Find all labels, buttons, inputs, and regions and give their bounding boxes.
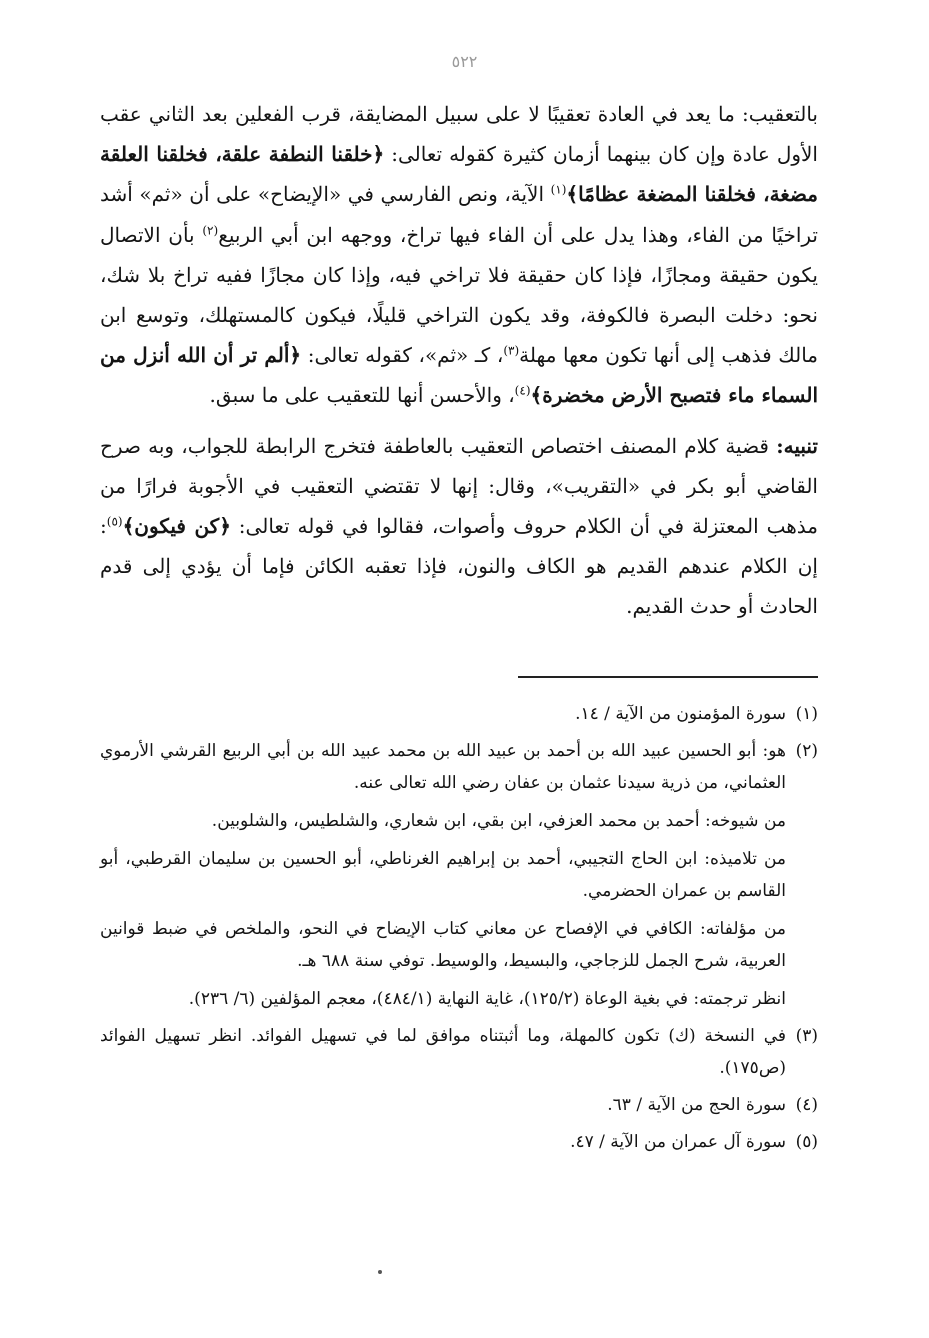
quran-verse: ﴿كن فيكون﴾: [122, 514, 231, 539]
quran-verse: ﴿ألم تر أن الله أنزل من السماء ماء فتصبح الأرض مخضرة﴾: [100, 343, 818, 408]
footnote-works: من مؤلفاته: الكافي في الإفصاح عن معاني كتاب الإيضاح في النحو، والملخص في ضبط قوانين العربية، شرح الجمل للزجاجي، والبسيط، والوسيط. توفي سنة ٦٨٨ هـ.: [100, 919, 786, 971]
footnote-5: [100, 1126, 818, 1158]
scan-dot: [378, 1270, 382, 1274]
footnote-teachers: من شيوخه: أحمد بن محمد العزفي، ابن بقي، ابن شعاري، والشلطيس، والشلوبين.: [211, 811, 786, 831]
footnote-text: في النسخة (ك) تكون كالمهلة، وما أثبتناه موافق لما في تسهيل الفوائد. انظر تسهيل الفوائد (ص١٧٥).: [100, 1026, 786, 1078]
footnote-students: من تلاميذه: ابن الحاج التجيبي، أحمد بن إبراهيم الغرناطي، أبو الحسين بن سليمان القرطبي، أبو القاسم بن عمران الحضرمي.: [100, 849, 786, 901]
footnote-number: (٢): [795, 741, 818, 761]
text-span: ، كـ «ثم»، كقوله تعالى:: [301, 343, 504, 368]
text-span: الآية، ونص الفارسي في «الإيضاح» على أن «ثم» أشد تراخيًا من الفاء، وهذا يدل على أن الفاء فيها تراخ، ووجهه ابن أبي الربيع: [100, 182, 819, 247]
text-span: بأن الاتصال يكون حقيقة ومجازًا، فإذا كان حقيقة فلا تراخي فيه، وإذا كان مجازًا ففيه تراخ بلا شك، نحو: دخلت البصرة فالكوفة، وقد يكون التراخي قليلًا، فيكون كالمستهلك، وتوسع ابن مالك فذهب إلى أنها تكون معها مهلة: [100, 222, 819, 368]
footnote-ref: (٢): [202, 222, 219, 237]
footnote-text: هو: أبو الحسين عبيد الله بن أحمد بن عبيد الله بن محمد عبيد الله بن أبي الربيع القرشي الأرموي العثماني، من ذرية سيدنا عثمان بن عفان رضي الله تعالى عنه.: [100, 741, 786, 793]
footnote-2: [100, 735, 818, 1015]
quran-verse: ﴿خلقنا النطفة علقة، فخلقنا العلقة مضغة، فخلقنا المضغة عظامًا﴾: [100, 142, 818, 207]
footnotes: [100, 698, 818, 1163]
footnote-ref: (٣): [503, 343, 520, 358]
footnote-text: سورة آل عمران من الآية / ٤٧.: [570, 1132, 786, 1152]
text-span: قضية كلام المصنف اختصاص التعقيب بالعاطفة فتخرج الرابطة للجواب، وبه صرح القاضي أبو بكر في «التقريب»، وقال: إنها لا تقتضي التعقيب في الأجوبة فرارًا من مذهب المعتزلة في أن الكلام حروف وأصوات، فقالوا في قوله تعالى:: [100, 433, 818, 539]
footnote-1: [100, 698, 818, 730]
paragraph-2: [100, 426, 818, 627]
footnote-ref: (١): [550, 182, 567, 197]
text-span: ، والأحسن أنها للتعقيب على ما سبق.: [209, 383, 515, 408]
page-number: ٥٢٢: [451, 52, 478, 71]
text-span: : إن الكلام عندهم القديم هو الكاف والنون، فإذا تعقبه الكائن فإما أن يؤدي إلى قدم الحادث أو حدث القديم.: [100, 514, 818, 619]
footnote-ref: (٤): [514, 383, 531, 398]
footnote-divider: [518, 676, 818, 678]
footnote-text: سورة الحج من الآية / ٦٣.: [607, 1095, 786, 1115]
note-label: تنبيه:: [776, 433, 818, 458]
footnote-3: [100, 1020, 818, 1084]
footnote-number: (٣): [795, 1026, 818, 1046]
main-text: [100, 94, 818, 627]
footnote-number: (٤): [795, 1095, 818, 1115]
footnote-number: (٥): [795, 1132, 818, 1152]
paragraph-1: [100, 94, 818, 416]
footnote-biography-sources: انظر ترجمته: في بغية الوعاة (١٢٥/٢)، غاية النهاية (٤٨٤/١)، معجم المؤلفين (٦/ ٢٣٦).: [188, 989, 786, 1009]
footnote-ref: (٥): [106, 514, 123, 529]
text-span: بالتعقيب: ما يعد في العادة تعقيبًا لا على سبيل المضايقة، قرب الفعلين بعد الثاني عقب الأول عادة وإن كان بينهما أزمان كثيرة كقوله تعالى:: [100, 102, 819, 167]
footnote-text: سورة المؤمنون من الآية / ١٤.: [575, 704, 786, 724]
footnote-4: [100, 1089, 818, 1121]
footnote-number: (١): [795, 704, 818, 724]
